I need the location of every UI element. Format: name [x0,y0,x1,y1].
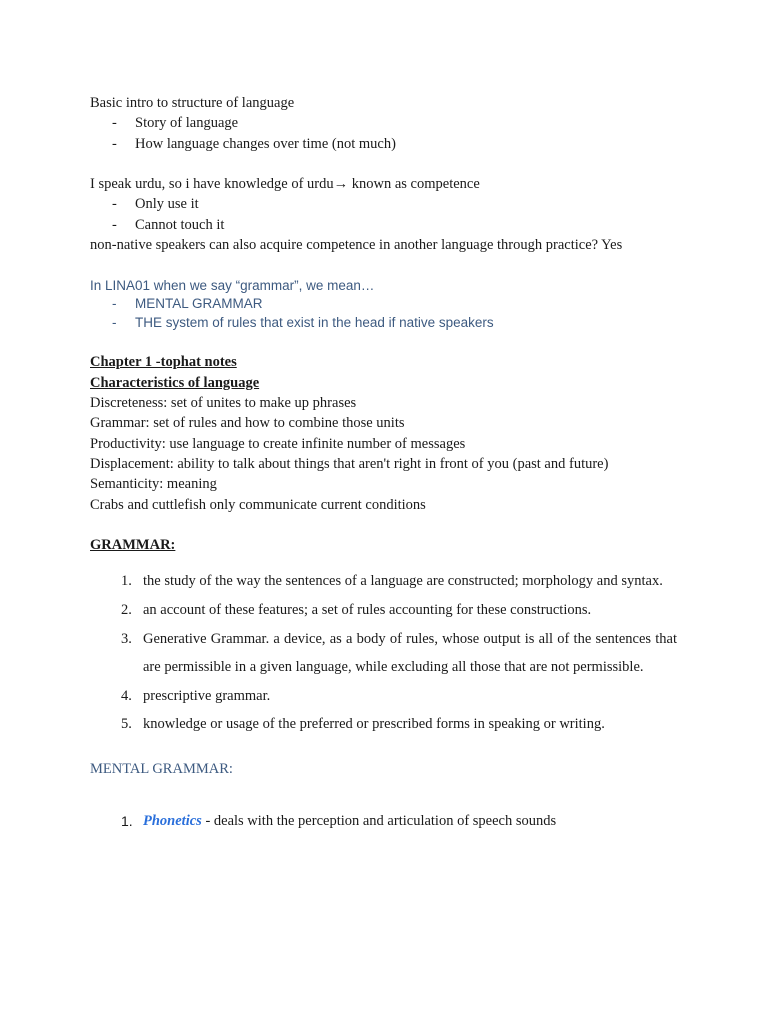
chapter-line: Semanticity: meaning [90,476,217,493]
list-number: 2. [121,602,132,619]
grammar-def-list [90,295,680,332]
chapter-line: Productivity: use language to create infinite number of messages [90,435,466,452]
spacer [90,332,680,352]
list-item [90,625,677,682]
list-item [90,215,680,235]
chapter-line: Displacement: ability to talk about things that aren't right in front of you (past and future) [90,455,609,472]
list-item-text: - deals with the perception and articulation of speech sounds [201,813,557,829]
list-number: 3. [121,630,132,647]
list-item [90,596,677,625]
list-item [90,567,677,596]
list-item-text: an account of these features; a set of rules accounting for these constructions. [143,602,592,619]
list-item [90,314,680,333]
list-number: 1. [121,813,133,829]
list-number: 1. [121,573,132,590]
list-item-text: MENTAL GRAMMAR [135,296,263,312]
document-page [90,93,680,831]
list-item-text: Cannot touch it [135,216,225,233]
intro-list [90,113,680,154]
dash-bullet: - [112,135,117,152]
list-item [90,682,677,711]
list-number: 4. [121,687,132,704]
spacer [90,515,680,535]
list-item [90,811,680,831]
mental-grammar-heading: MENTAL GRAMMAR: [90,761,233,777]
list-item-text: prescriptive grammar. [143,687,271,704]
dash-bullet: - [112,115,117,132]
list-item [90,295,680,314]
intro-title: Basic intro to structure of language [90,95,295,111]
chapter-line: Crabs and cuttlefish only communicate current conditions [90,496,426,513]
list-item-text: THE system of rules that exist in the head if native speakers [135,314,494,330]
grammar-list [90,567,680,739]
chapter-line: Discreteness: set of unites to make up phrases [90,395,357,412]
competence-note: non-native speakers can also acquire competence in another language through practice? Yes [90,237,623,254]
chapter-line: Grammar: set of rules and how to combine those units [90,415,405,432]
list-item-text: the study of the way the sentences of a language are constructed; morphology and syntax. [143,573,663,590]
dash-bullet: - [112,296,117,312]
list-item-text: How language changes over time (not much) [135,135,396,152]
phonetics-term: Phonetics [143,813,202,829]
list-number: 5. [121,716,132,733]
spacer [90,154,680,174]
list-item-text: Generative Grammar. a device, as a body of rules, whose output is all of the sentences that are permissible in a given language, while excluding all those that are not permissible. [143,630,677,676]
chapter-heading: Chapter 1 -tophat notes [90,354,237,371]
list-item [90,194,680,214]
competence-title: I speak urdu, so i have knowledge of urdu→ known as competence [90,176,480,193]
dash-bullet: - [112,216,117,233]
mental-grammar-list [90,811,680,831]
dash-bullet: - [112,196,117,213]
grammar-def-title: In LINA01 when we say “grammar”, we mean… [90,277,375,293]
list-item-text: knowledge or usage of the preferred or prescribed forms in speaking or writing. [143,716,605,733]
chapter-subheading: Characteristics of language [90,374,260,391]
competence-list [90,194,680,235]
list-item [90,134,680,154]
grammar-heading: GRAMMAR: [90,537,176,554]
list-item [90,710,677,739]
dash-bullet: - [112,314,117,330]
list-item-text: Story of language [135,115,239,132]
list-item [90,113,680,133]
spacer [90,255,680,275]
list-item-text: Only use it [135,196,199,213]
